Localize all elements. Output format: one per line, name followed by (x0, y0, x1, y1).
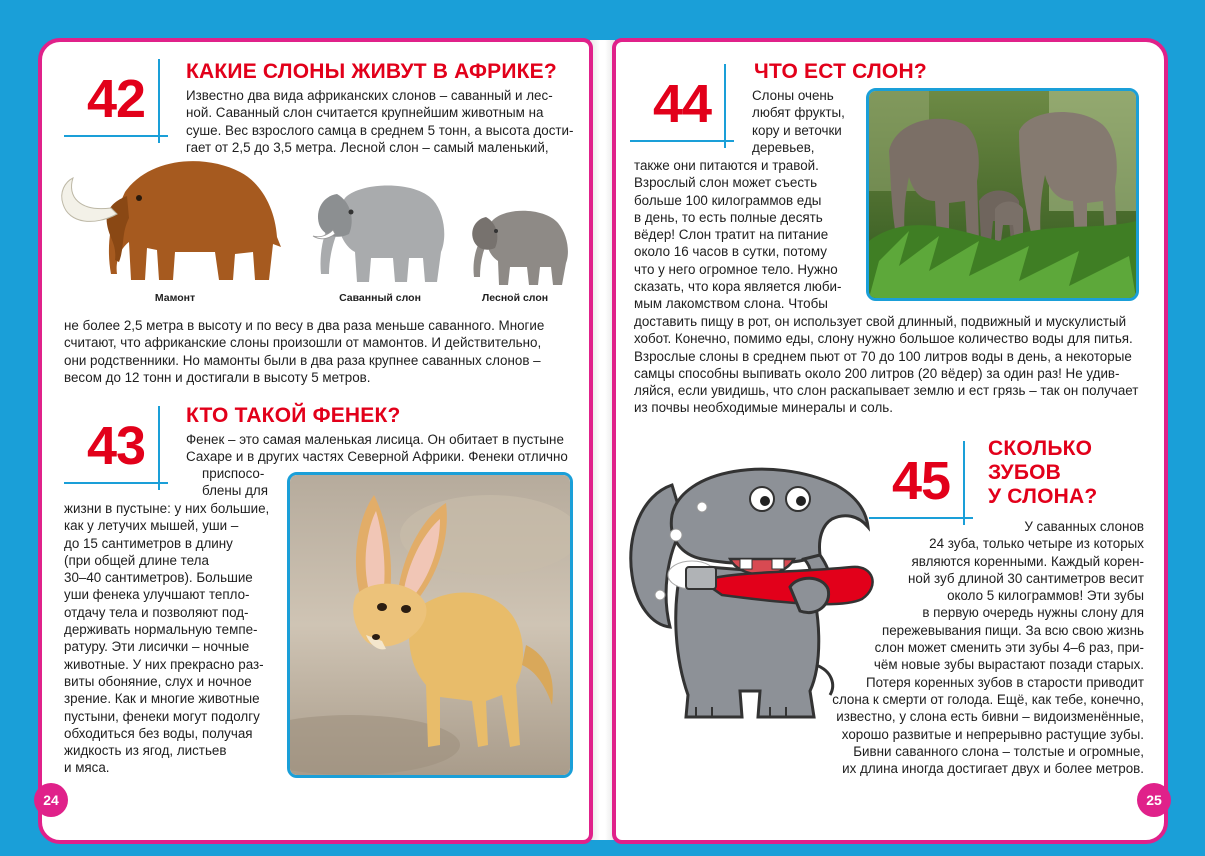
text-line: ной. Саванный слон считается крупнейшим животным на (186, 105, 544, 121)
page-number-right: 25 (1137, 783, 1171, 817)
text-line: из почвы необходимые минералы и соль. (634, 400, 893, 416)
text-line: Сахаре и в других частях Северной Африки. Фенеки отлично (186, 449, 568, 465)
text-line: отдачу тела и позволяют под- (64, 604, 249, 620)
question-44-title: ЧТО ЕСТ СЛОН? (754, 60, 927, 83)
text-line: около 16 часов в сутки, потому (634, 244, 827, 260)
text-line: доставить пищу в рот, он использует свой длинный, подвижный и мускулистый (634, 314, 1127, 329)
question-42-title: КАКИЕ СЛОНЫ ЖИВУТ В АФРИКЕ? (186, 60, 557, 83)
text-line: больше 100 килограммов еды (634, 192, 822, 208)
text-line: виты обоняние, слух и ночное (64, 673, 252, 689)
fennec-fox-photo (287, 472, 573, 778)
text-line: деревьев, (752, 139, 815, 155)
text-line: жизни в пустыне: у них большие, (64, 501, 270, 516)
question-43-number: 43 (70, 412, 174, 500)
text-line: 24 зуба, только четыре из которых (929, 536, 1144, 552)
text-line: весом до 12 тонн и достигали в высоту 5 метров. (64, 369, 371, 385)
question-44-number: 44 (636, 70, 740, 158)
text-line: известно, у слона есть бивни – видоизменённые, (836, 709, 1144, 725)
question-42-intro-text (186, 87, 573, 156)
text-line: держивать нормальную темпе- (64, 622, 258, 638)
text-line: хорошо развитые и непрерывно растущие зубы. (841, 726, 1144, 742)
text-line: Взрослые слоны в среднем пьют от 70 до 100 литров воды в день, а некоторые (634, 348, 1132, 364)
text-line: Потеря коренных зубов в старости приводит (865, 674, 1144, 690)
caption-savanna-elephant: Саванный слон (339, 292, 421, 304)
title-line: СКОЛЬКО (988, 437, 1093, 460)
question-45-title (988, 437, 1097, 509)
text-line: около 5 килограммов! Эти зубы (947, 588, 1144, 604)
question-44-mid-text (634, 157, 841, 313)
caption-mammoth: Мамонт (154, 292, 196, 304)
savanna-elephant-illustration (305, 178, 450, 288)
question-43-title: КТО ТАКОЙ ФЕНЕК? (186, 404, 401, 427)
text-line: гает от 2,5 до 3,5 метра. Лесной слон – самый маленький, (186, 139, 549, 155)
text-line: суше. Вес взрослого самца в среднем 5 тонн, а высота дости- (186, 122, 574, 138)
text-line: Фенек – это самая маленькая лисица. Он обитает в пустыне (186, 432, 564, 447)
text-line: слона к смерти от голода. Ещё, как тебе, конечно, (832, 691, 1144, 707)
title-line: ЗУБОВ (988, 461, 1062, 484)
text-line: сказать, что кора является люби- (634, 279, 842, 295)
text-line: что у него огромное тело. Нужно (634, 261, 838, 277)
question-42-continued-text (64, 317, 544, 386)
text-line: Бивни саванного слона – толстые и огромные, (853, 743, 1144, 759)
question-45-body-text (784, 518, 1144, 777)
question-42-number: 42 (70, 65, 174, 153)
text-line: не более 2,5 метра в высоту и по весу в два раза меньше саванного. Многие (64, 318, 545, 333)
text-line: и мяса. (64, 760, 110, 776)
question-43-intro-text (186, 431, 568, 466)
text-line: их длина иногда достигает двух и более метров. (842, 761, 1144, 777)
text-line: ной зуб длиной 30 сантиметров весит (908, 570, 1144, 586)
text-line: в день, то есть полные десять (634, 209, 823, 225)
text-line: вёдер! Слон тратит на питание (634, 227, 829, 243)
text-line: животные. У них прекрасно раз- (64, 656, 264, 672)
text-line: они родственники. Но мамонты были в два раза крупнее саванных слонов – (64, 352, 541, 368)
text-line: блены для (202, 483, 268, 499)
elephants-eating-photo (866, 88, 1139, 301)
question-43-body-text (64, 500, 269, 777)
text-line: мым лакомством слона. Чтобы (634, 296, 828, 312)
text-line: жидкость из ягод, листьев (64, 743, 227, 759)
question-45-number: 45 (875, 447, 979, 535)
text-line: кору и веточки (752, 122, 842, 138)
text-line: пустыни, фенеки могут подолгу (64, 708, 260, 724)
text-line: Известно два вида африканских слонов – саванный и лес- (186, 88, 553, 103)
text-line: считают, что африканские слоны произошли от мамонтов. И действительно, (64, 335, 542, 351)
text-line: 30–40 сантиметров). Большие (64, 570, 253, 586)
title-line: У СЛОНА? (988, 485, 1098, 508)
text-line: обходиться без воды, получая (64, 725, 253, 741)
text-line: самцы способны выпивать около 200 литров (20 вёдер) за один раз! Не удив- (634, 365, 1120, 381)
caption-forest-elephant: Лесной слон (481, 292, 549, 304)
question-44-narrow-text (752, 87, 845, 156)
text-line: являются коренными. Каждый корен- (911, 553, 1144, 569)
question-43-mid-text (202, 465, 268, 500)
text-line: слон может сменить эти зубы 4–6 раз, при- (874, 640, 1144, 656)
text-line: чём новые зубы вырастают позади старых. (873, 657, 1144, 673)
text-line: Слоны очень (752, 88, 834, 103)
text-line: как у летучих мышей, уши – (64, 518, 239, 534)
text-line: до 15 сантиметров в длину (64, 535, 233, 551)
text-line: У саванных слонов (1024, 519, 1144, 534)
text-line: ляйся, если увидишь, что слон раскапывает землю и ест грязь – так он получает (634, 383, 1139, 399)
text-line: хобот. Конечно, помимо еды, слону нужно большое количество воды для питья. (634, 331, 1133, 347)
text-line: приспосо- (202, 466, 265, 481)
text-line: пережевывания пищи. За всю свою жизнь (881, 622, 1144, 638)
question-44-full-text (634, 313, 1138, 417)
forest-elephant-illustration (462, 205, 572, 290)
text-line: (при общей длине тела (64, 552, 209, 568)
mammoth-illustration (55, 152, 290, 292)
text-line: в первую очередь нужны слону для (922, 605, 1144, 621)
text-line: ратуру. Эти лисички – ночные (64, 639, 250, 655)
text-line: уши фенека улучшают тепло- (64, 587, 250, 603)
text-line: любят фрукты, (752, 105, 845, 121)
page-number-left: 24 (34, 783, 68, 817)
text-line: также они питаются и травой. (634, 158, 819, 173)
text-line: зрение. Как и многие животные (64, 691, 260, 707)
text-line: Взрослый слон может съесть (634, 175, 818, 191)
